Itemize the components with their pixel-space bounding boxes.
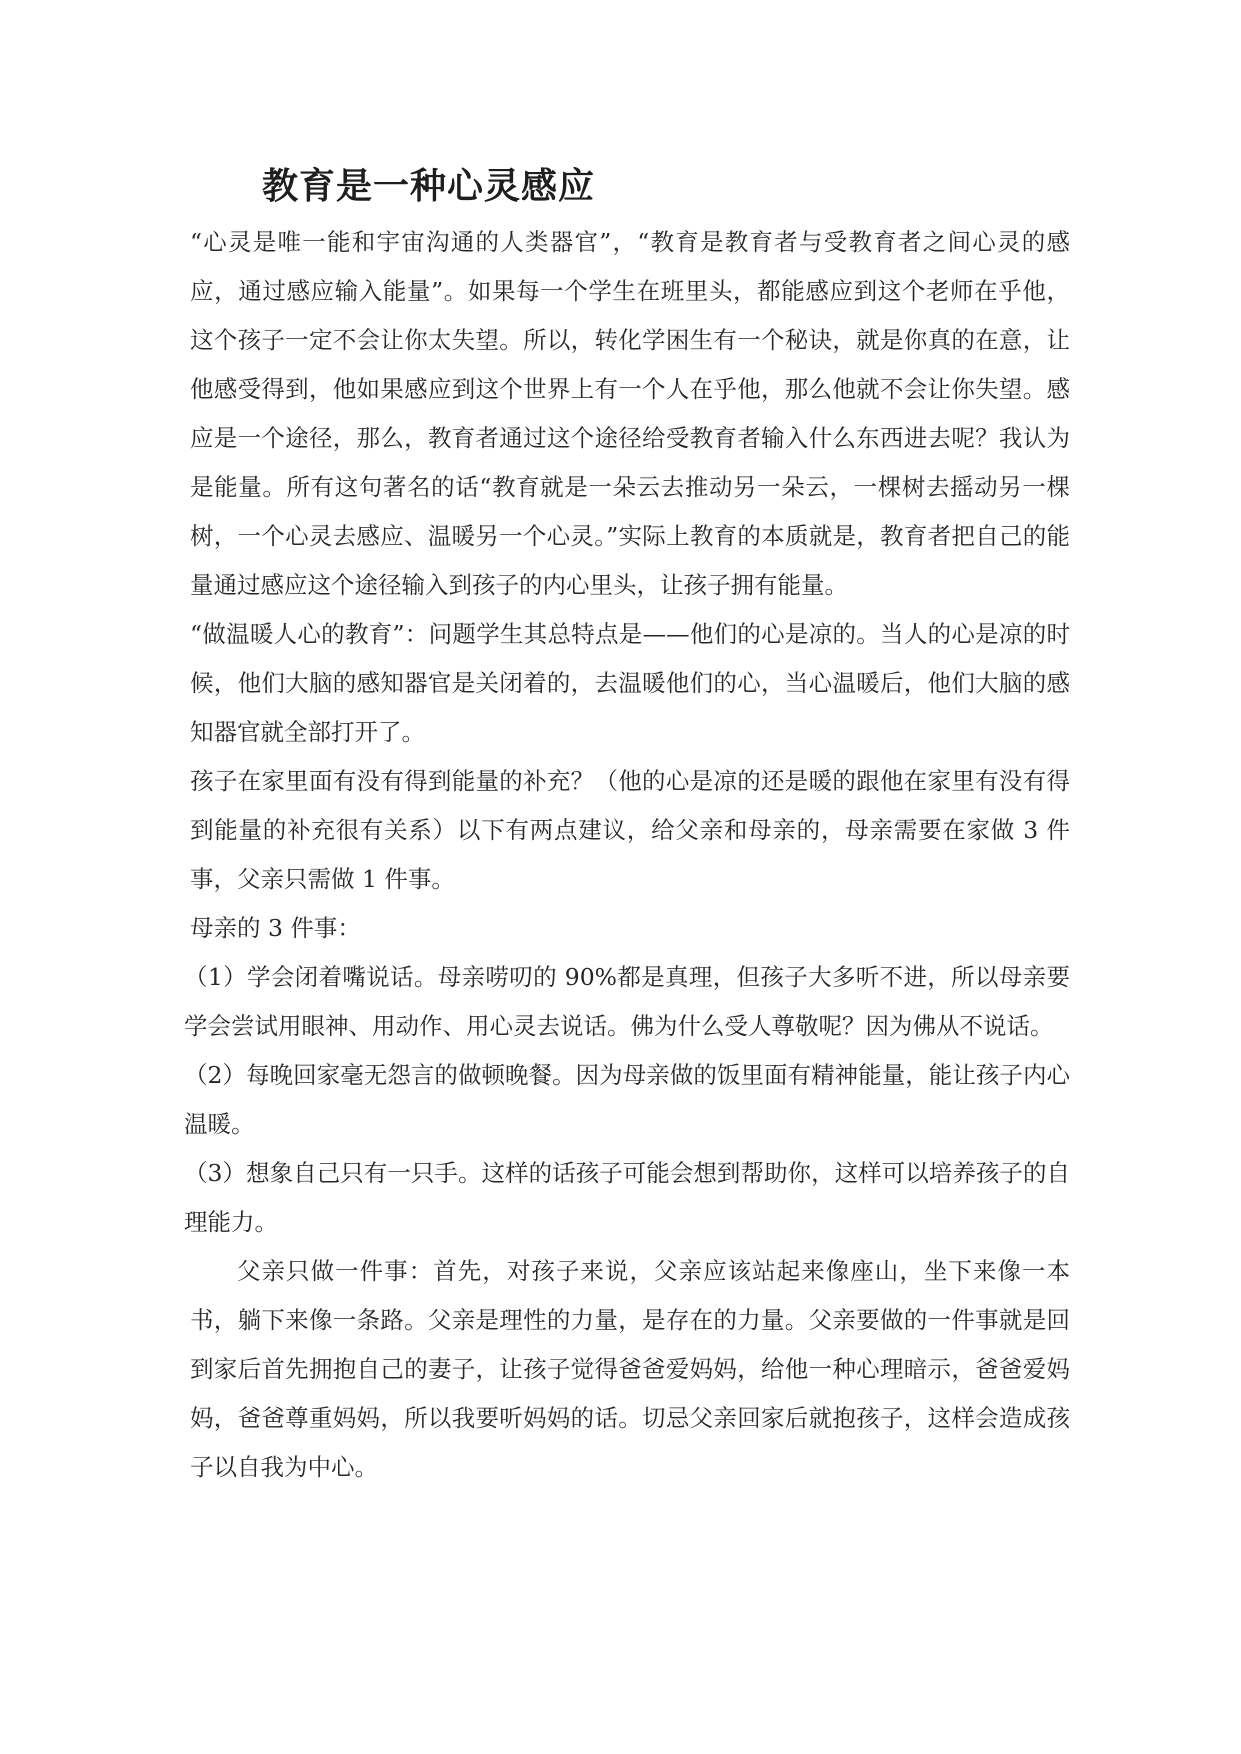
paragraph-warm-education: “做温暖人心的教育”：问题学生其总特点是——他们的心是凉的。当人的心是凉的时候，他们大脑的感知器官是关闭着的，去温暖他们的心，当心温暖后，他们大脑的感知器官就全部打开了。: [190, 620, 1070, 746]
document-title: 教育是一种心灵感应: [262, 165, 596, 207]
paragraph-mother-heading: 母亲的 3 件事：: [190, 914, 361, 942]
paragraph-heart-resonance: “心灵是唯一能和宇宙沟通的人类器官”，“教育是教育者与受教育者之间心灵的感应，通过感应输入能量”。如果每一个学生在班里头，都能感应到这个老师在乎他，这个孩子一定不会让你太失望。所以，转化学困生有一个秘诀，就是你真的在意，让他感受得到，他如果感应到这个世界上有一个人在乎他，那么他就不会让你失望。感应是一个途径，那么，教育者通过这个途径给受教育者输入什么东西进去呢？我认为是能量。所有这句著名的话“教育就是一朵云去推动另一朵云，一棵树去摇动另一棵树，一个心灵去感应、温暖另一个心灵。”实际上教育的本质就是，教育者把自己的能量通过感应这个途径输入到孩子的内心里头，让孩子拥有能量。: [190, 228, 1070, 599]
document-body: [184, 218, 1070, 1492]
paragraph-mother-item-1: （1）学会闭着嘴说话。母亲唠叨的 90%都是真理，但孩子大多听不进，所以母亲要学会尝试用眼神、用动作、用心灵去说话。佛为什么受人尊敬呢？因为佛从不说话。: [184, 963, 1070, 1040]
paragraph-father-task: 父亲只做一件事：首先，对孩子来说，父亲应该站起来像座山，坐下来像一本书，躺下来像一条路。父亲是理性的力量，是存在的力量。父亲要做的一件事就是回到家后首先拥抱自己的妻子，让孩子觉得爸爸爱妈妈，给他一种心理暗示，爸爸爱妈妈，爸爸尊重妈妈，所以我要听妈妈的话。切忌父亲回家后就抱孩子，这样会造成孩子以自我为中心。: [190, 1257, 1070, 1481]
paragraph-mother-item-2: （2）每晚回家毫无怨言的做顿晚餐。因为母亲做的饭里面有精神能量，能让孩子内心温暖。: [184, 1061, 1070, 1138]
paragraph-family-energy: 孩子在家里面有没有得到能量的补充？（他的心是凉的还是暖的跟他在家里有没有得到能量的补充很有关系）以下有两点建议，给父亲和母亲的，母亲需要在家做 3 件事，父亲只需做 1 件事。: [190, 767, 1070, 893]
paragraph-mother-item-3: （3）想象自己只有一只手。这样的话孩子可能会想到帮助你，这样可以培养孩子的自理能力。: [184, 1159, 1070, 1236]
